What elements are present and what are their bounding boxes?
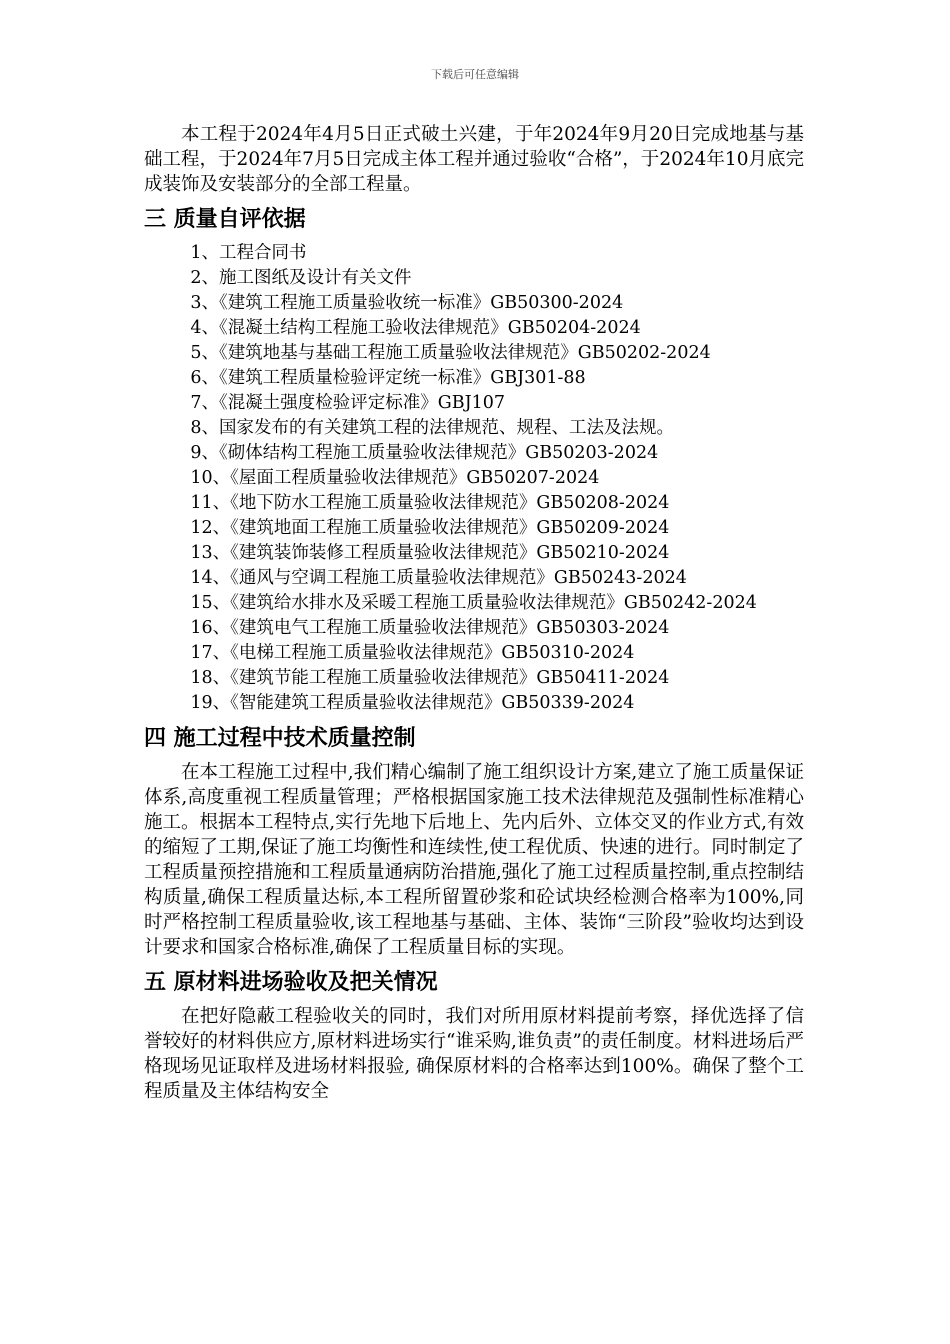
list-item: 11、《地下防水工程施工质量验收法律规范》GB50208-2024 bbox=[190, 493, 670, 513]
document-body bbox=[144, 122, 804, 1104]
list-item: 2、施工图纸及设计有关文件 bbox=[190, 268, 412, 288]
list-item: 19、《智能建筑工程质量验收法律规范》GB50339-2024 bbox=[190, 693, 635, 713]
list-item: 8、国家发布的有关建筑工程的法律规范、规程、工法及法规。 bbox=[190, 418, 675, 438]
section-5-heading: 五 原材料进场验收及把关情况 bbox=[144, 970, 438, 995]
list-item: 15、《建筑给水排水及采暖工程施工质量验收法律规范》GB50242-2024 bbox=[190, 593, 757, 613]
section-5-paragraph: 在把好隐蔽工程验收关的同时，我们对所用原材料提前考察，择优选择了信誉较好的材料供应方,原材料进场实行“谁采购,谁负责”的责任制度。材料进场后严格现场见证取样及进场材料报验, 确保原材料的合格率达到100%。确保了整个工程质量及主体结构安全 bbox=[144, 1006, 804, 1102]
list-item: 14、《通风与空调工程施工质量验收法律规范》GB50243-2024 bbox=[190, 568, 687, 588]
list-item: 3、《建筑工程施工质量验收统一标准》GB50300-2024 bbox=[190, 293, 624, 313]
list-item: 7、《混凝土强度检验评定标准》GBJ107 bbox=[190, 393, 506, 413]
list-item: 4、《混凝土结构工程施工验收法律规范》GB50204-2024 bbox=[190, 318, 641, 338]
list-item: 5、《建筑地基与基础工程施工质量验收法律规范》GB50202-2024 bbox=[190, 343, 711, 363]
intro-paragraph: 本工程于2024年4月5日正式破土兴建，于年2024年9月20日完成地基与基础工程，于2024年7月5日完成主体工程并通过验收“合格”，于2024年10月底完成装饰及安装部分的全部工程量。 bbox=[144, 124, 804, 195]
list-item: 13、《建筑装饰装修工程质量验收法律规范》GB50210-2024 bbox=[190, 543, 670, 563]
list-item: 18、《建筑节能工程施工质量验收法律规范》GB50411-2024 bbox=[190, 668, 670, 688]
list-item: 12、《建筑地面工程施工质量验收法律规范》GB50209-2024 bbox=[190, 518, 670, 538]
page-header: 下载后可任意编辑 bbox=[431, 68, 519, 81]
list-item: 6、《建筑工程质量检验评定统一标准》GBJ301-88 bbox=[190, 368, 586, 388]
section-4-paragraph: 在本工程施工过程中,我们精心编制了施工组织设计方案,建立了施工质量保证体系,高度重视工程质量管理；严格根据国家施工技术法律规范及强制性标准精心施工。根据本工程特点,实行先地下后地上、先内后外、立体交叉的作业方式,有效的缩短了工期,保证了施工均衡性和连续性,使工程优质、快速的进行。同时制定了工程质量预控措施和工程质量通病防治措施,强化了施工过程质量控制,重点控制结构质量,确保工程质量达标,本工程所留置砂浆和砼试块经检测合格率为100%,同时严格控制工程质量验收,该工程地基与基础、主体、装饰“三阶段”验收均达到设计要求和国家合格标准,确保了工程质量目标的实现。 bbox=[144, 762, 804, 958]
list-item: 10、《屋面工程质量验收法律规范》GB50207-2024 bbox=[190, 468, 600, 488]
list-item: 16、《建筑电气工程施工质量验收法律规范》GB50303-2024 bbox=[190, 618, 670, 638]
list-item: 1、工程合同书 bbox=[190, 243, 307, 263]
basis-list bbox=[144, 241, 804, 716]
list-item: 17、《电梯工程施工质量验收法律规范》GB50310-2024 bbox=[190, 643, 635, 663]
list-item: 9、《砌体结构工程施工质量验收法律规范》GB50203-2024 bbox=[190, 443, 659, 463]
section-3-heading: 三 质量自评依据 bbox=[144, 207, 306, 232]
section-4-heading: 四 施工过程中技术质量控制 bbox=[144, 726, 416, 751]
